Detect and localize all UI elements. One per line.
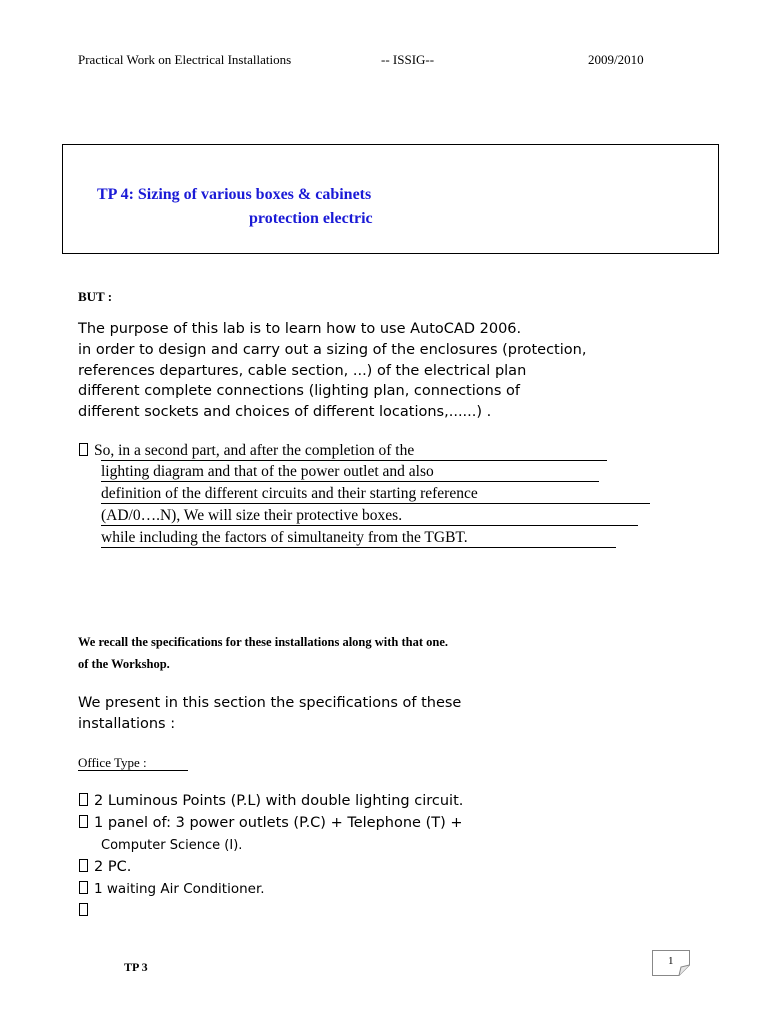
underline bbox=[101, 460, 607, 461]
present-line: installations : bbox=[78, 715, 176, 732]
header-school: -- ISSIG-- bbox=[381, 52, 435, 67]
underline bbox=[101, 525, 638, 526]
underline bbox=[101, 503, 650, 504]
footer-tp-label: TP 3 bbox=[124, 960, 148, 974]
purpose-line: The purpose of this lab is to learn how to use AutoCAD 2006. bbox=[78, 321, 522, 337]
present-line: We present in this section the specifications of these bbox=[78, 695, 462, 711]
but-label: BUT : bbox=[78, 289, 113, 304]
second-part-line-5: while including the factors of simultaneity from the TGBT. bbox=[101, 529, 468, 546]
purpose-line: references departures, cable section, ...) of the electrical plan bbox=[78, 362, 527, 379]
checkbox-glyph-icon bbox=[79, 815, 88, 828]
office-item-continuation: Computer Science (I). bbox=[101, 838, 243, 853]
office-item: 1 waiting Air Conditioner. bbox=[79, 881, 265, 897]
header-year: 2009/2010 bbox=[588, 52, 644, 67]
recall-paragraph bbox=[78, 631, 448, 675]
checkbox-glyph-icon bbox=[79, 443, 88, 456]
office-item-empty bbox=[79, 903, 94, 919]
recall-line: of the Workshop. bbox=[78, 657, 170, 671]
checkbox-glyph-icon bbox=[79, 859, 88, 872]
purpose-line: in order to design and carry out a sizing of the enclosures (protection, bbox=[78, 341, 587, 358]
underline bbox=[101, 547, 616, 548]
purpose-line: different complete connections (lighting plan, connections of bbox=[78, 383, 520, 400]
office-item: 1 panel of: 3 power outlets (P.C) + Telephone (T) + bbox=[79, 815, 463, 831]
checkbox-glyph-icon bbox=[79, 881, 88, 894]
page-subtitle: protection electric bbox=[249, 210, 373, 227]
second-part-line-4: (AD/0….N), We will size their protective boxes. bbox=[101, 507, 403, 524]
page-title: TP 4: Sizing of various boxes & cabinets bbox=[97, 186, 372, 203]
purpose-paragraph bbox=[78, 319, 586, 423]
header-title: Practical Work on Electrical Installations bbox=[78, 52, 292, 67]
checkbox-glyph-icon bbox=[79, 793, 88, 806]
purpose-line: different sockets and choices of different locations,......) . bbox=[78, 404, 492, 421]
page-number-box bbox=[652, 950, 690, 976]
underline bbox=[78, 770, 188, 771]
office-type-label: Office Type : bbox=[78, 755, 147, 770]
underline bbox=[101, 481, 599, 482]
second-part-line-3: definition of the different circuits and their starting reference bbox=[101, 485, 478, 502]
page-number: 1 bbox=[668, 955, 674, 967]
checkbox-glyph-icon bbox=[79, 903, 88, 916]
office-item: 2 PC. bbox=[79, 859, 131, 875]
recall-line: We recall the specifications for these installations along with that one. bbox=[78, 635, 449, 649]
second-part-line-1: So, in a second part, and after the completion of the bbox=[79, 442, 414, 460]
office-item: 2 Luminous Points (P.L) with double lighting circuit. bbox=[79, 793, 463, 809]
present-paragraph bbox=[78, 693, 461, 735]
second-part-line-2: lighting diagram and that of the power outlet and also bbox=[101, 463, 434, 480]
